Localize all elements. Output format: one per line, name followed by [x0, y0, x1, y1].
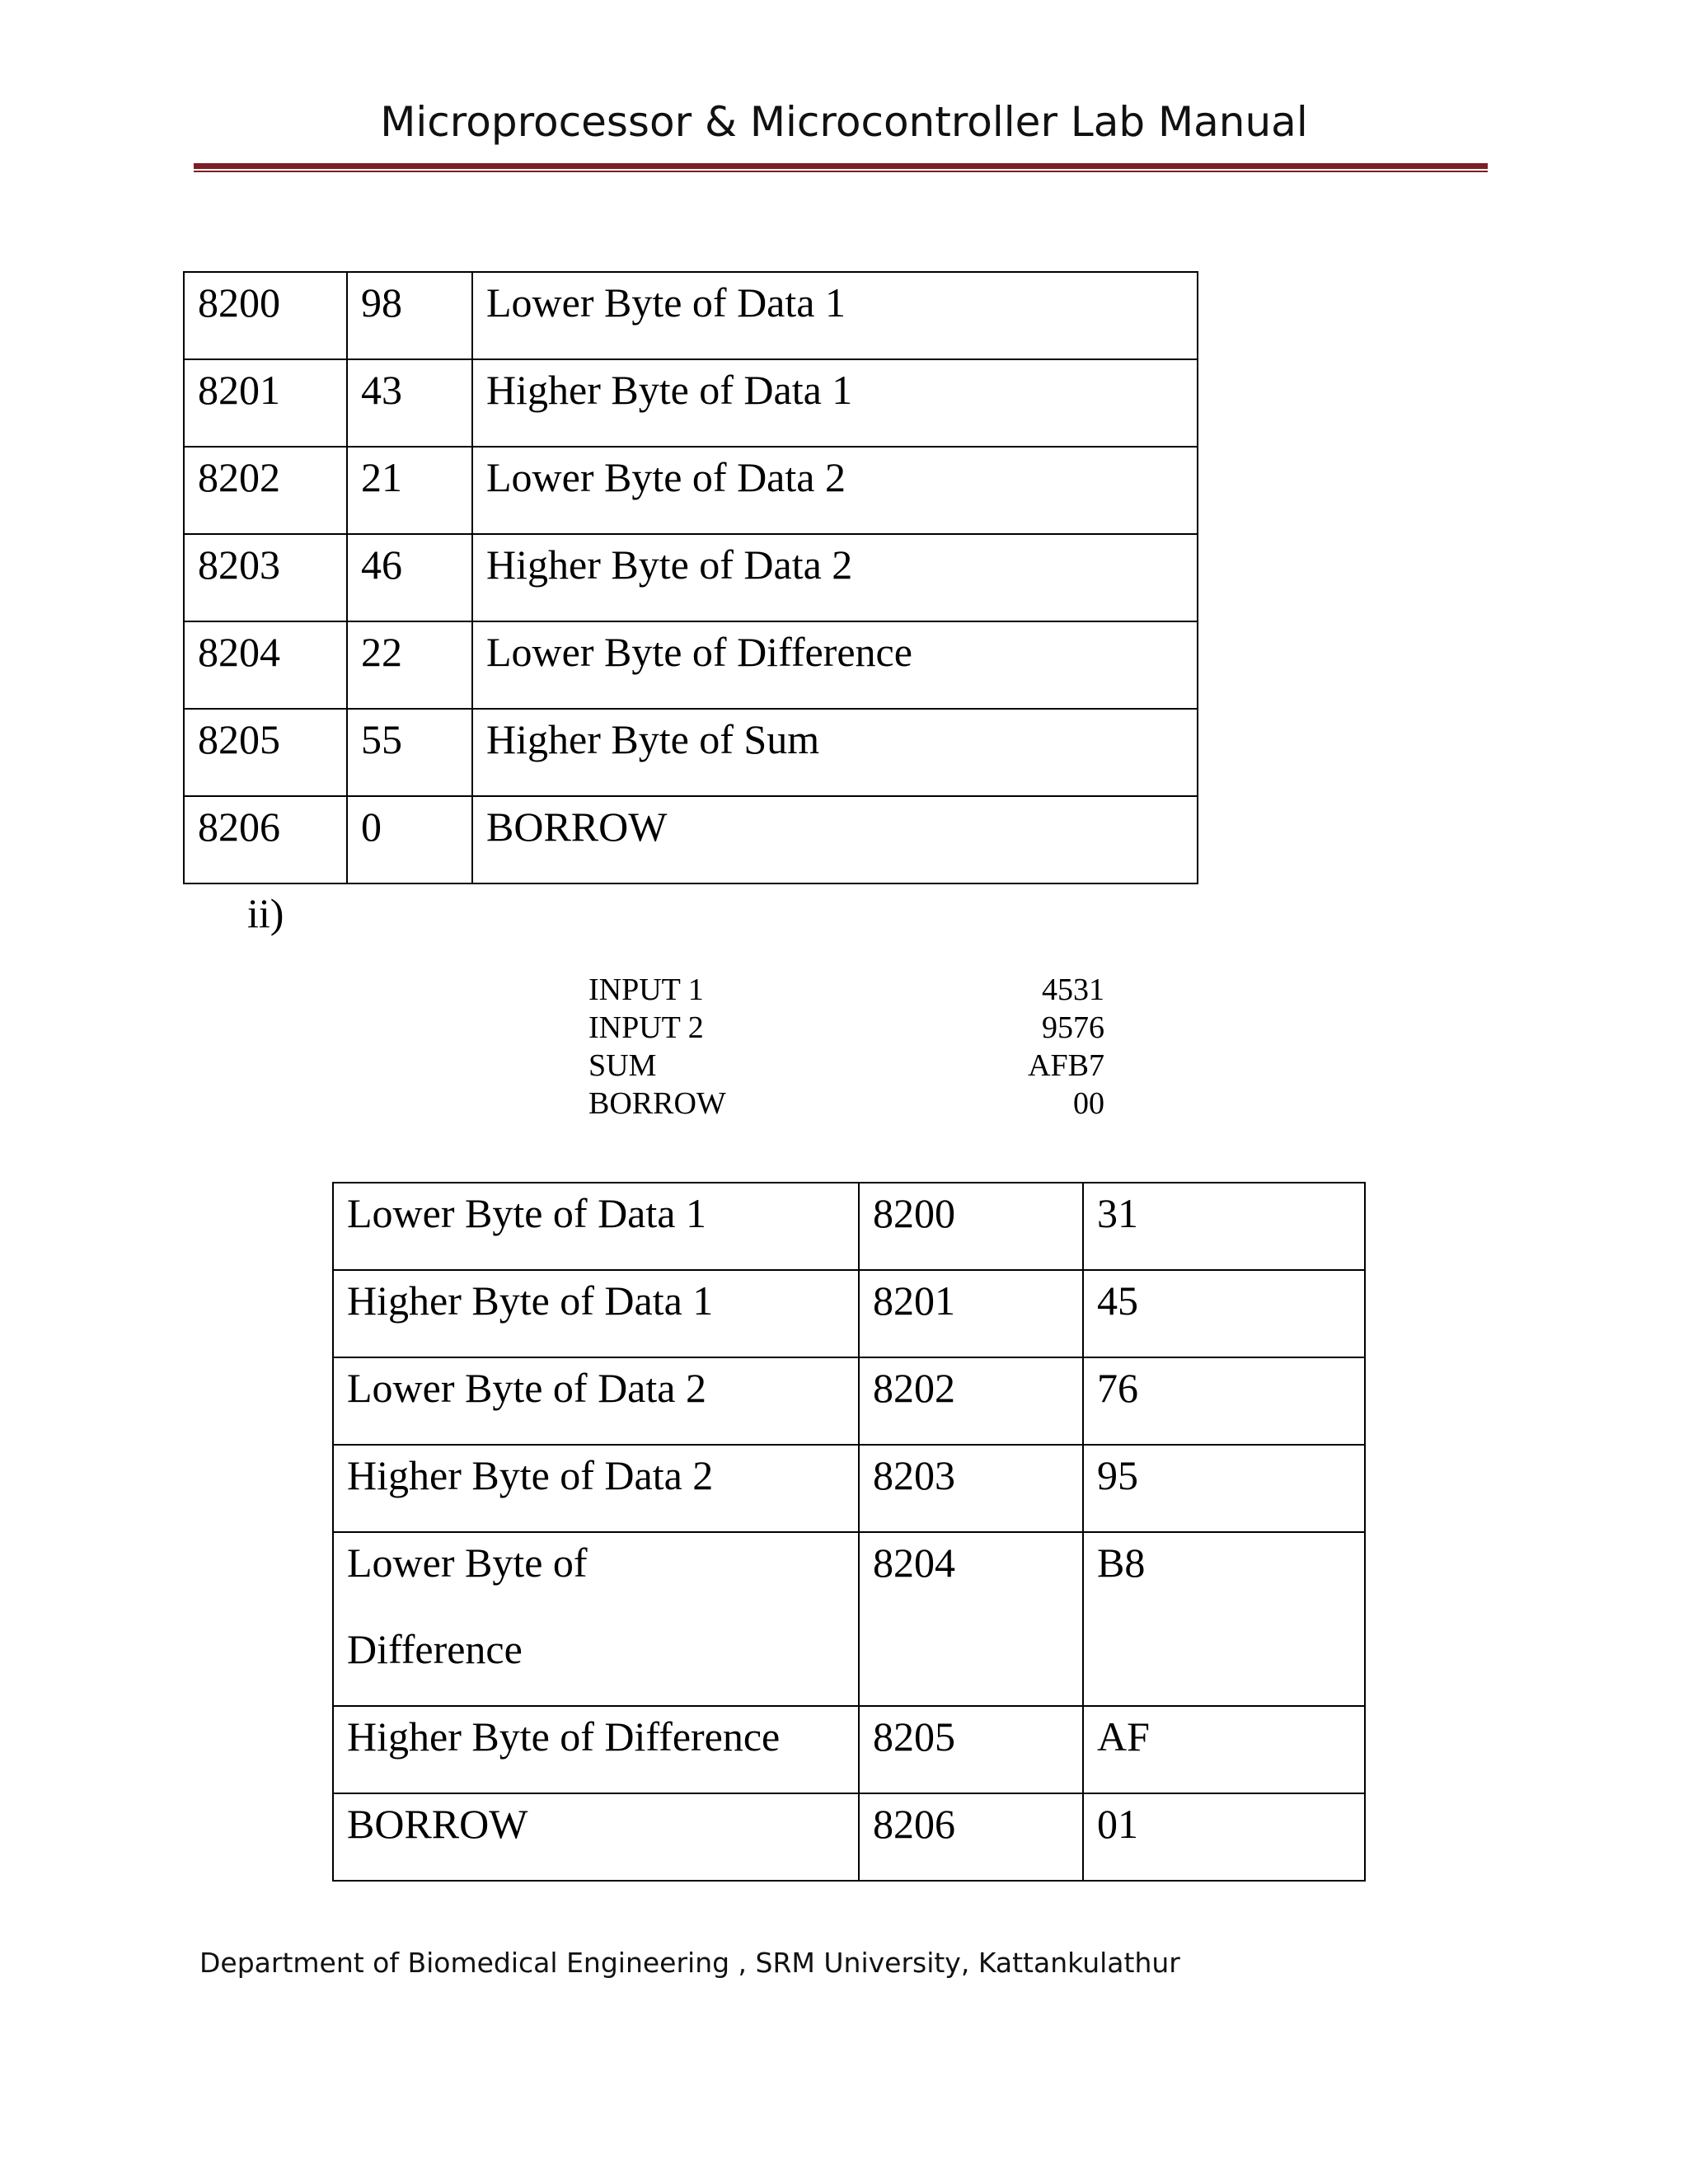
section-label: ii): [247, 890, 284, 936]
value-cell: 45: [1083, 1270, 1365, 1357]
table-row: [184, 359, 1198, 447]
description-cell: Higher Byte of Difference: [333, 1706, 859, 1793]
description-cell: Lower Byte of Data 2: [333, 1357, 859, 1445]
io-row: [588, 1009, 1104, 1047]
address-cell: 8201: [859, 1270, 1083, 1357]
io-row: [588, 1085, 1104, 1122]
value-cell: B8: [1083, 1532, 1365, 1706]
io-row: [588, 971, 1104, 1009]
description-line-1: Lower Byte of: [347, 1540, 588, 1586]
table-row: [184, 709, 1198, 796]
page-footer: Department of Biomedical Engineering , SRM University, Kattankulathur: [199, 1947, 1180, 1979]
value-cell: 76: [1083, 1357, 1365, 1445]
table-row: [333, 1270, 1365, 1357]
description-cell: Higher Byte of Data 1: [333, 1270, 859, 1357]
table-row: [184, 272, 1198, 359]
description-line-2: Difference: [347, 1626, 523, 1672]
io-label: INPUT 1: [588, 972, 704, 1007]
memory-table-2: [332, 1182, 1366, 1882]
value-cell: 55: [347, 709, 472, 796]
table-row: [333, 1445, 1365, 1532]
address-cell: 8206: [859, 1793, 1083, 1881]
description-cell: Lower Byte of Data 2: [472, 447, 1198, 534]
address-cell: 8200: [859, 1183, 1083, 1270]
address-cell: 8203: [859, 1445, 1083, 1532]
header-rule: [194, 163, 1488, 169]
io-value: AFB7: [1028, 1048, 1104, 1083]
address-cell: 8204: [859, 1532, 1083, 1706]
value-cell: 31: [1083, 1183, 1365, 1270]
description-cell: Lower Byte of Difference: [472, 621, 1198, 709]
value-cell: 46: [347, 534, 472, 621]
io-label: SUM: [588, 1048, 657, 1083]
description-cell: Higher Byte of Data 2: [333, 1445, 859, 1532]
value-cell: 01: [1083, 1793, 1365, 1881]
io-label: BORROW: [588, 1086, 726, 1121]
address-cell: 8206: [184, 796, 347, 883]
table-row: [184, 796, 1198, 883]
table-row: [333, 1532, 1365, 1706]
table-row: [333, 1357, 1365, 1445]
io-label: INPUT 2: [588, 1010, 704, 1045]
io-value: 00: [1073, 1086, 1104, 1121]
value-cell: 98: [347, 272, 472, 359]
address-cell: 8202: [859, 1357, 1083, 1445]
table-row: [333, 1793, 1365, 1881]
table-row: [184, 534, 1198, 621]
value-cell: AF: [1083, 1706, 1365, 1793]
address-cell: 8202: [184, 447, 347, 534]
page-header-title: Microprocessor & Microcontroller Lab Manual: [380, 98, 1308, 146]
description-cell: Higher Byte of Data 2: [472, 534, 1198, 621]
table-row: [184, 447, 1198, 534]
table-row: [184, 621, 1198, 709]
value-cell: 21: [347, 447, 472, 534]
description-cell: Higher Byte of Data 1: [472, 359, 1198, 447]
memory-table-1: [183, 271, 1198, 884]
io-value: 9576: [1042, 1010, 1104, 1045]
description-cell: Higher Byte of Sum: [472, 709, 1198, 796]
description-cell: Lower Byte of Data 1: [472, 272, 1198, 359]
address-cell: 8205: [859, 1706, 1083, 1793]
address-cell: 8203: [184, 534, 347, 621]
value-cell: 43: [347, 359, 472, 447]
address-cell: 8204: [184, 621, 347, 709]
io-value: 4531: [1042, 972, 1104, 1007]
address-cell: 8201: [184, 359, 347, 447]
description-cell: BORROW: [472, 796, 1198, 883]
table-row: [333, 1183, 1365, 1270]
description-cell: BORROW: [333, 1793, 859, 1881]
address-cell: 8205: [184, 709, 347, 796]
io-row: [588, 1047, 1104, 1085]
header-rule-thin: [194, 171, 1488, 172]
value-cell: 0: [347, 796, 472, 883]
table-row: [333, 1706, 1365, 1793]
description-cell: [333, 1532, 859, 1706]
address-cell: 8200: [184, 272, 347, 359]
value-cell: 95: [1083, 1445, 1365, 1532]
value-cell: 22: [347, 621, 472, 709]
io-summary: [588, 971, 1104, 1122]
description-cell: Lower Byte of Data 1: [333, 1183, 859, 1270]
